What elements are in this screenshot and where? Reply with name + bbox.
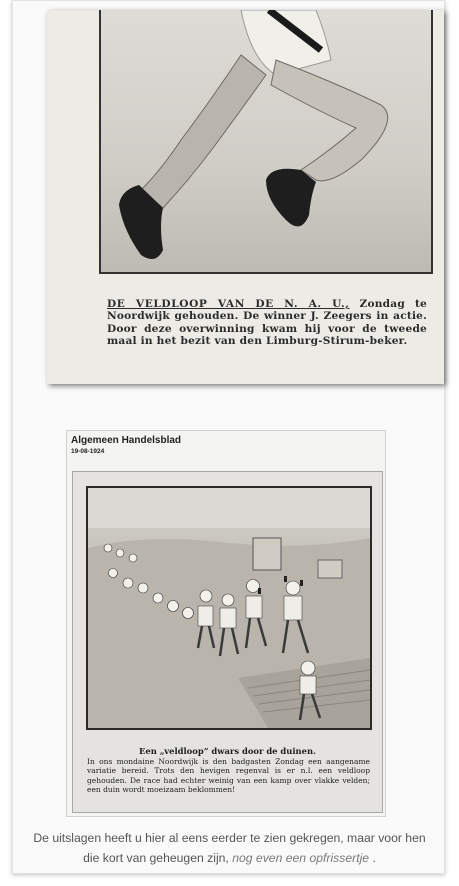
newspaper-date: 19-08-1924 (71, 448, 105, 455)
runner-legs-photo (99, 10, 433, 274)
clipping-scan (72, 471, 383, 813)
results-paragraph: De uitslagen heeft u hier al eens eerder te zien gekregen, maar voor hen die kort van geheugen zijn, nog even een opfrissertje . (33, 831, 426, 865)
newspaper-clipping-runner (47, 10, 444, 384)
dune-race-illustration (88, 488, 370, 728)
runner-caption: DE VELDLOOP VAN DE N. A. U., Zondag te Noordwijk gehouden. De winner J. Zeegers in actie. Door deze overwinning kwam hij voor de tweede maal in het bezit van den Limburg-Stirum-beker. (107, 298, 427, 348)
dune-race-caption-title: Een „veldloop” dwars door de duinen. (139, 746, 316, 756)
refresher-link[interactable]: nog even een opfrissertje (232, 850, 370, 865)
runner-illustration (101, 10, 431, 272)
dune-race-caption-body: In ons mondaine Noordwijk is den badgasten Zondag een aangename variatie bereid. Trots den hevigen regenval is er n.l. een veldloop gehouden. De race had echter weinig van een kamp over vlakke velden; een duin wordt moeizaam beklommen! (87, 757, 370, 795)
newspaper-title: Algemeen Handelsblad (71, 435, 182, 446)
algemeen-handelsblad-clipping (66, 430, 386, 817)
dune-race-photo (86, 486, 372, 730)
